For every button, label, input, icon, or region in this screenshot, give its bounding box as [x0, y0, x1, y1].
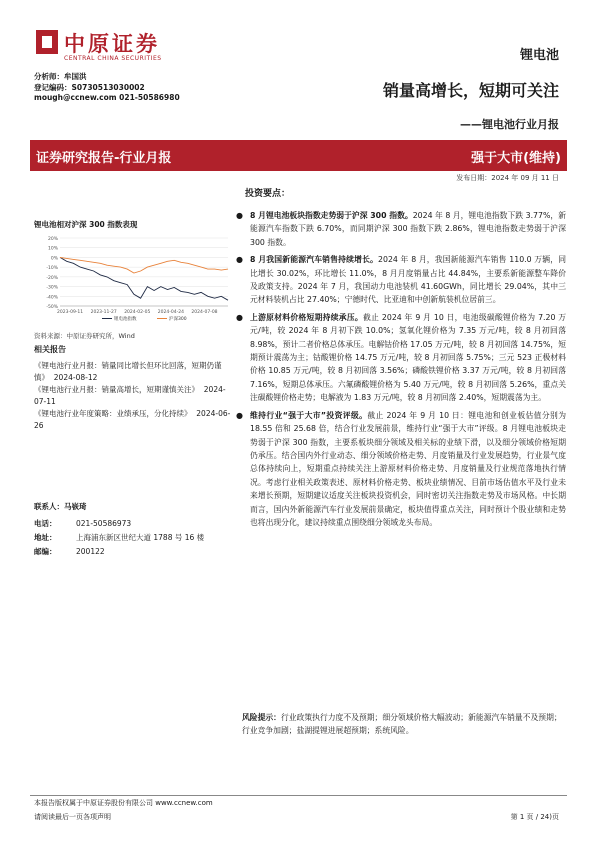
footer-disclaimer: 请阅读最后一页各项声明 — [34, 813, 111, 821]
related-report-item[interactable] — [34, 384, 234, 408]
category-title: 锂电池 — [519, 48, 559, 63]
related-report-title: 《锂电池行业年度策略：业绩承压，分化持续》 — [34, 409, 192, 418]
related-report-title: 《锂电池行业月报：销量同比增长但环比回落，短期仍谨慎》 — [34, 361, 222, 382]
address-label: 地址： — [34, 533, 57, 542]
y-tick-label: 10% — [47, 246, 58, 252]
related-report-item[interactable] — [34, 360, 234, 384]
risk-warning — [242, 711, 566, 737]
risk-text: 行业政策执行力度不及预期；细分领域价格大幅波动；新能源汽车销量不及预期；行业竞争加剧；盐湖提锂进展超预期；系统风险。 — [242, 713, 562, 735]
point-body: 2024 年 8 月，锂电池指数下跌 3.77%，新能源汽车指数下跌 6.70%，而同期沪深 300 指数下跌 2.86%，锂电池指数走势弱于沪深 300 指数。 — [250, 211, 566, 247]
footer-copyright: 本报告版权属于中原证券股份有限公司 www.ccnew.com — [34, 799, 213, 807]
report-title: 销量高增长，短期可关注 — [382, 81, 559, 100]
y-tick-label: -10% — [46, 266, 58, 272]
related-report-date: 2024-08-12 — [53, 373, 98, 382]
logo-subtext: CENTRAL CHINA SECURITIES — [64, 55, 162, 62]
address-value: 上海浦东新区世纪大道 1788 号 16 楼 — [76, 533, 205, 542]
x-tick-label: 2023-09-11 — [57, 310, 84, 315]
y-tick-label: -30% — [46, 285, 58, 291]
related-report-title: 《锂电池行业月报：销量高增长，短期谨慎关注》 — [34, 385, 199, 394]
investment-point — [236, 409, 566, 530]
point-body: 2024 年 8 月，我国新能源汽车销售 110.0 万辆，同比增长 30.02%，环比增长 11.0%，8 月月度销量占比 44.84%，主要系新能源整车降价及政策支持。2024 年 7 月，我国动力电池装机 41.60GWh，同比增长 29.04%，其中三元材料装机占比 27.40%；宁德时代、比亚迪和中创新航装机位居前三。 — [250, 255, 567, 305]
bullet-icon: ● — [236, 255, 243, 265]
investment-points — [236, 209, 566, 533]
point-heading: 上游原材料价格短期持续承压。 — [250, 312, 364, 322]
report-banner — [30, 140, 567, 171]
point-heading: 8 月锂电池板块指数走势弱于沪深 300 指数。 — [250, 211, 413, 220]
series-line — [60, 257, 228, 300]
analyst-name: 分析师：牟国洪 — [34, 72, 87, 81]
chart-source: 资料来源：中原证券研究所，Wind — [34, 332, 135, 340]
investment-point — [236, 209, 566, 249]
publish-date: 发布日期：2024 年 09 月 11 日 — [456, 174, 559, 182]
related-report-item[interactable] — [34, 408, 234, 432]
x-tick-label: 2024-04-24 — [157, 310, 184, 315]
investment-point — [236, 253, 566, 307]
contact-name: 马嵚琦 — [64, 502, 87, 511]
related-report-date: 2024-06-26 — [34, 409, 231, 430]
point-body: 截止 2024 年 9 月 10 日，电池级碳酸锂价格为 7.20 万元/吨，较 2024 年 8 月初下跌 10.0%；氢氧化锂价格为 7.35 万元/吨，较 8 月初回落 8.98%，预计二者价格总体承压。电解钴价格 17.05 万元/吨，较 8 月初回落 14.75%，短期预计震荡为主；钴酸锂价格 14.75 万元/吨，较 8 月初回落 5.75%；三元 523 正极材料价格 10.85 万元/吨，较 8 月初回落 3.56%；磷酸铁锂价格 3.37 万元/吨，较 8 月初回落 7.16%，短期总体承压。六氟磷酸锂价格为 5.40 万元/吨，较 8 月初回落 5.26%，重点关注碳酸锂价格走势；电解液为 1.83 万元/吨，较 8 月初回落 2.40%，短期震荡为主。 — [250, 312, 566, 403]
series-line — [60, 257, 228, 273]
y-tick-label: 20% — [47, 237, 58, 242]
phone-value: 021-50586973 — [76, 519, 132, 528]
chart-title: 锂电池相对沪深 300 指数表现 — [34, 220, 138, 229]
chart-svg — [32, 232, 232, 324]
investment-heading: 投资要点： — [245, 189, 291, 199]
analyst-contact: mough@ccnew.com 021-50586980 — [34, 93, 180, 102]
rating: 强于大市(维持) — [471, 151, 561, 166]
phone-label: 电话： — [34, 519, 57, 528]
point-body: 截止 2024 年 9 月 10 日：锂电池和创业板估值分别为 18.55 倍和 25.68 倍，结合行业发展前景，维持行业“强于大市”评级。8 月锂电池板块走势弱于沪深 300 指数，主要系板块细分领域及相关标的业绩下滑，以及细分领域价格短期仍承压。结合国内外行业动态、细分领域价格走势、月度销量及行业发展趋势，行业景气度总体持续向上，短期重点持续关注上游原材料价格走势、月度销量及行业规范落地执行情况。考虑行业相关政策表述、原材料价格走势、板块业绩情况、目前市场估值水平及行业未来增长预期，短期建议适度关注板块投资机会，同时密切关注指数走势及市场风格。中长期而言，国内外新能源汽车行业发展前景确定，板块值得重点关注，同时预计个股业绩和走势也将出现分化，建议持续重点围绕细分领域龙头布局。 — [250, 410, 566, 527]
performance-chart — [32, 232, 232, 324]
y-tick-label: -40% — [46, 295, 58, 301]
risk-label: 风险提示： — [242, 713, 281, 722]
postcode-label: 邮编： — [34, 547, 57, 556]
postcode-value: 200122 — [76, 547, 105, 556]
point-heading: 8 月我国新能源汽车销售持续增长。 — [250, 255, 379, 265]
bullet-icon: ● — [236, 312, 243, 322]
phone-row — [34, 518, 234, 529]
related-reports-list — [34, 360, 234, 432]
analyst-info — [34, 72, 180, 104]
x-tick-label: 2023-11-27 — [90, 310, 117, 315]
legend-label: 锂电池指数 — [114, 317, 137, 322]
report-subtitle: ——锂电池行业月报 — [460, 118, 559, 131]
analyst-code: 登记编码：S0730513030002 — [34, 82, 145, 92]
contact-person-row — [34, 501, 234, 512]
report-type: 证券研究报告-行业月报 — [36, 151, 172, 166]
logo-mark — [36, 30, 58, 54]
page-number: 第 1 页 / 24)页 — [510, 813, 559, 821]
related-reports-heading: 相关报告 — [34, 345, 66, 354]
contact-info — [34, 501, 234, 560]
footer-divider — [30, 795, 567, 796]
postcode-row — [34, 546, 234, 557]
investment-point — [236, 311, 566, 405]
logo-text: 中原证券 — [64, 32, 160, 56]
y-tick-label: -20% — [46, 275, 58, 281]
legend-label: 沪深300 — [169, 317, 187, 322]
related-report-date: 2024-07-11 — [34, 385, 226, 406]
contact-label: 联系人： — [34, 502, 64, 511]
bullet-icon: ● — [236, 211, 243, 220]
y-tick-label: -50% — [46, 305, 58, 310]
bullet-icon: ● — [236, 410, 243, 420]
x-tick-label: 2024-02-05 — [124, 310, 151, 315]
y-tick-label: 0% — [50, 256, 58, 262]
point-heading: 维持行业“强于大市”投资评级。 — [250, 410, 368, 420]
x-tick-label: 2024-07-08 — [191, 310, 218, 315]
address-row — [34, 532, 234, 543]
